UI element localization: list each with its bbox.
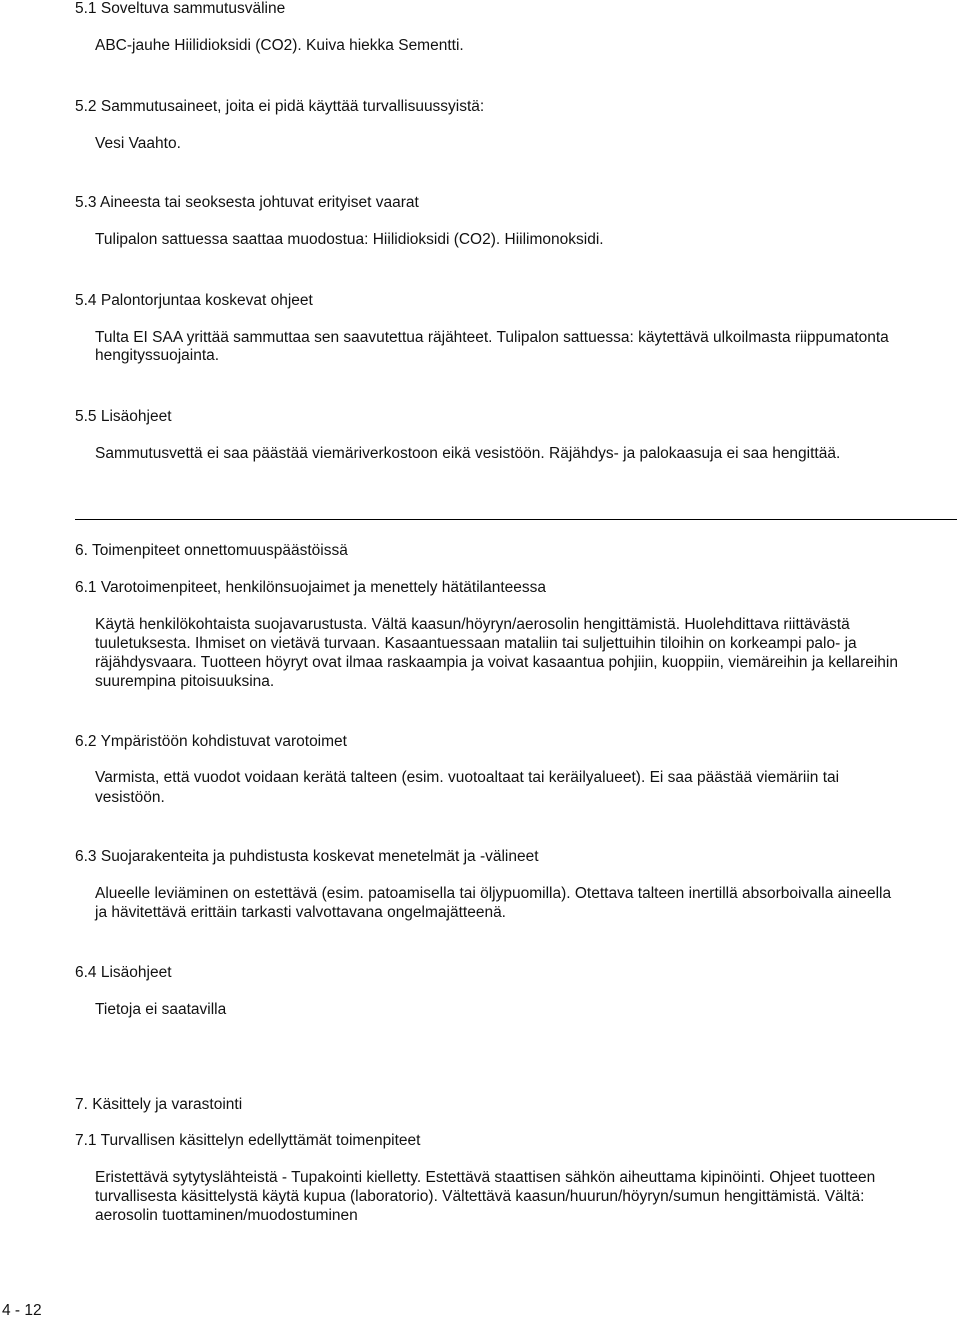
section-text-line: räjähdysvaara. Tuotteen höyryt ovat ilmaa raskaampia ja voivat kasaantua pohjiin, kuoppiin, viemäreihin ja kellareihin xyxy=(95,654,898,671)
section-heading: 6.3 Suojarakenteita ja puhdistusta koskevat menetelmät ja -välineet xyxy=(75,848,539,865)
section-text-line: suurempina pitoisuuksina. xyxy=(95,673,275,690)
section-heading: 6.1 Varotoimenpiteet, henkilönsuojaimet ja menettely hätätilanteessa xyxy=(75,579,547,596)
section-text-line: hengityssuojainta. xyxy=(95,347,220,364)
section-text-line: Eristettävä sytytyslähteistä - Tupakointi kielletty. Estettävä staattisen sähkön aiheuttama kipinöinti. Ohjeet tuotteen xyxy=(95,1169,876,1186)
section-text-line: Tulta EI SAA yrittää sammuttaa sen saavutettua räjähteet. Tulipalon sattuessa: käytettävä ulkoilmasta riippumatonta xyxy=(95,329,889,346)
section-text-line: Varmista, että vuodot voidaan kerätä talteen (esim. vuotoaltaat tai keräilyalueet). Ei saa päästää viemäriin tai xyxy=(95,769,840,786)
section-text-line: Käytä henkilökohtaista suojavarustusta. Vältä kaasun/höyryn/aerosolin hengittämistä. Huolehdittava riittävästä xyxy=(95,616,850,633)
section-text-line: vesistöön. xyxy=(95,789,165,806)
section-heading: 5.4 Palontorjuntaa koskevat ohjeet xyxy=(75,292,313,309)
section-heading: 6.2 Ympäristöön kohdistuvat varotoimet xyxy=(75,733,347,750)
section-heading: 6.4 Lisäohjeet xyxy=(75,964,172,981)
section-heading: 5.3 Aineesta tai seoksesta johtuvat erityiset vaarat xyxy=(75,194,419,211)
section-text-line: ja hävitettävä erittäin tarkasti valvottavana ongelmajätteenä. xyxy=(95,904,506,921)
section-text-line: aerosolin tuottaminen/muodostuminen xyxy=(95,1207,358,1224)
section-text: Sammutusvettä ei saa päästää viemäriverkostoon eikä vesistöön. Räjähdys- ja palokaasuja ei saa hengittää. xyxy=(95,445,841,462)
section-divider xyxy=(75,519,957,520)
section-heading: 5.1 Soveltuva sammutusväline xyxy=(75,0,286,17)
page-number: 4 - 12 xyxy=(2,1302,42,1319)
section-text-line: tuuletuksesta. Ihmiset on vietävä turvaan. Kasaantuessaan mataliin tai suljettuihin tiloihin on korkeampi palo- ja xyxy=(95,635,857,652)
section-text: Tulipalon sattuessa saattaa muodostua: Hiilidioksidi (CO2). Hiilimonoksidi. xyxy=(95,231,604,248)
chapter-heading: 6. Toimenpiteet onnettomuuspäästöissä xyxy=(75,542,348,559)
section-heading: 5.5 Lisäohjeet xyxy=(75,408,172,425)
section-text-line: Alueelle leviäminen on estettävä (esim. patoamisella tai öljypuomilla). Otettava talteen inertillä absorboivalla aineella xyxy=(95,885,892,902)
section-heading: 5.2 Sammutusaineet, joita ei pidä käyttää turvallisuussyistä: xyxy=(75,98,485,115)
section-text-line: turvallisesta käsittelystä käytä kupua (laboratorio). Vältettävä kaasun/huurun/höyryn/sumun hengittämistä. Vältä: xyxy=(95,1188,865,1205)
chapter-heading: 7. Käsittely ja varastointi xyxy=(75,1096,243,1113)
section-heading: 7.1 Turvallisen käsittelyn edellyttämät toimenpiteet xyxy=(75,1132,421,1149)
section-text: ABC-jauhe Hiilidioksidi (CO2). Kuiva hiekka Sementti. xyxy=(95,37,464,54)
section-text: Vesi Vaahto. xyxy=(95,135,181,152)
section-text: Tietoja ei saatavilla xyxy=(95,1001,227,1018)
